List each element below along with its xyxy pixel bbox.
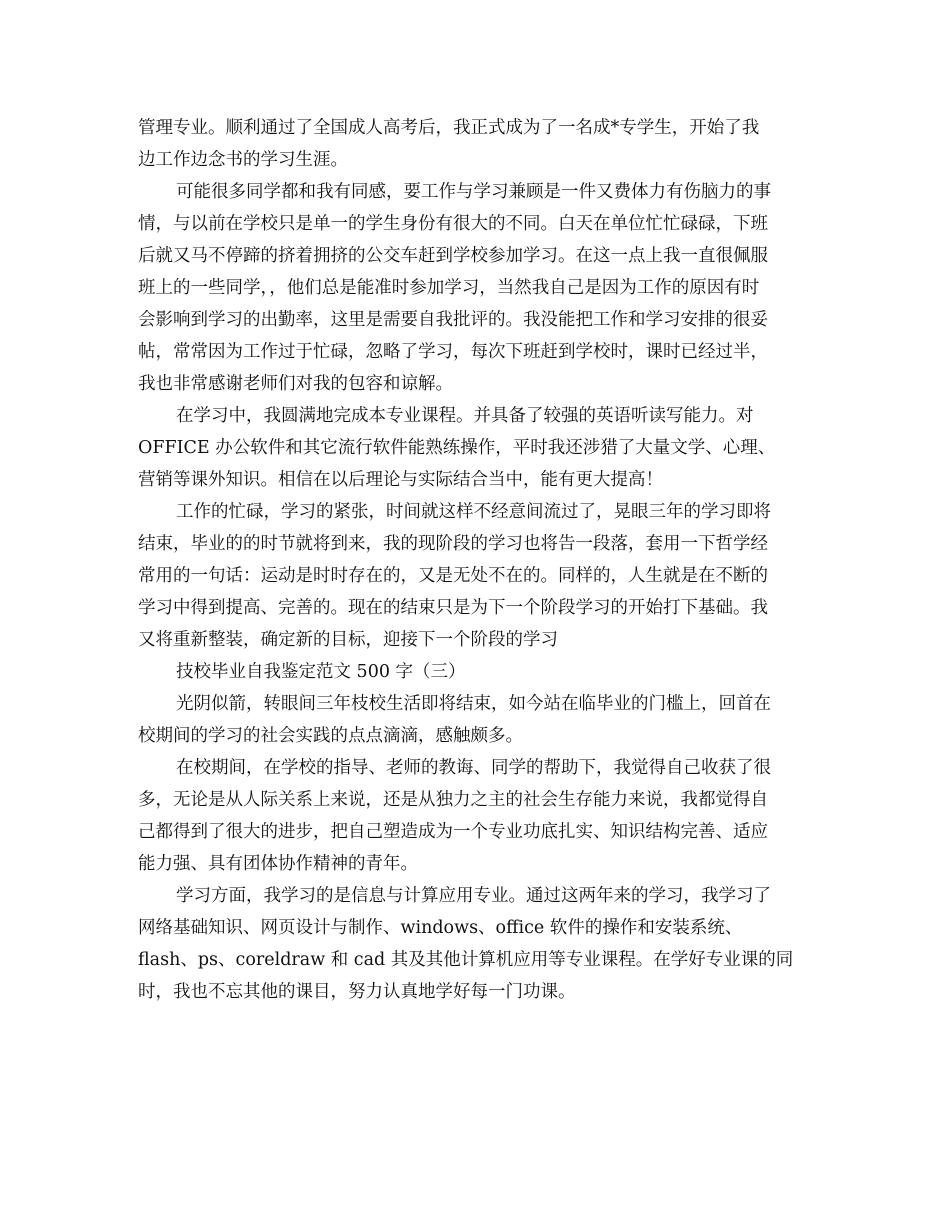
text-line: 结束，毕业的的时节就将到来，我的现阶段的学习也将告一段落，套用一下哲学经 [138,534,768,554]
text-line: 边工作边念书的学习生涯。 [138,150,348,170]
text-line: 情，与以前在学校只是单一的学生身份有很大的不同。白天在单位忙忙碌碌，下班 [138,214,768,234]
text-line: 帖，常常因为工作过于忙碌，忽略了学习，每次下班赶到学校时，课时已经过半， [138,342,768,362]
text-line: 己都得到了很大的进步，把自己塑造成为一个专业功底扎实、知识结构完善、适应 [138,822,768,842]
text-line: 后就又马不停蹄的挤着拥挤的公交车赶到学校参加学习。在这一点上我一直很佩服 [138,246,768,266]
text-line: 校期间的学习的社会实践的点点滴滴，感触颇多。 [138,726,523,746]
text-line: 能力强、具有团体协作精神的青年。 [138,854,418,874]
text-line: 常用的一句话：运动是时时存在的，又是无处不在的。同样的，人生就是在不断的 [138,566,768,586]
text-line: 光阴似箭，转眼间三年枝校生活即将结束，如今站在临毕业的门槛上，回首在 [176,694,771,714]
text-line: 在学习中，我圆满地完成本专业课程。并具备了较强的英语听读写能力。对 [176,406,754,426]
text-line: OFFICE 办公软件和其它流行软件能熟练操作，平时我还涉猎了大量文学、心理、 [138,438,776,458]
text-line: flash、ps、coreldraw 和 cad 其及其他计算机应用等专业课程。在学好专业课的同 [138,950,794,970]
text-line: 会影响到学习的出勤率，这里是需要自我批评的。我没能把工作和学习安排的很妥 [138,310,768,330]
text-line: 可能很多同学都和我有同感，要工作与学习兼顾是一件又费体力有伤脑力的事 [176,182,771,202]
text-line: 我也非常感谢老师们对我的包容和谅解。 [138,374,453,394]
text-line: 管理专业。顺利通过了全国成人高考后，我正式成为了一名成*专学生，开始了我 [138,118,760,138]
text-line: 技校毕业自我鉴定范文 500 字（三） [176,662,466,682]
text-line: 又将重新整装，确定新的目标，迎接下一个阶段的学习 [138,630,558,650]
text-line: 学习方面，我学习的是信息与计算应用专业。通过这两年来的学习，我学习了 [176,886,771,906]
text-line: 工作的忙碌，学习的紧张，时间就这样不经意间流过了，晃眼三年的学习即将 [176,502,771,522]
text-line: 学习中得到提高、完善的。现在的结束只是为下一个阶段学习的开始打下基础。我 [138,598,768,618]
text-line: 时，我也不忘其他的课目，努力认真地学好每一门功课。 [138,982,576,1002]
text-line: 在校期间，在学校的指导、老师的教诲、同学的帮助下，我觉得自己收获了很 [176,758,771,778]
text-line: 班上的一些同学，，他们总是能准时参加学习，当然我自己是因为工作的原因有时 [138,278,760,298]
text-line: 营销等课外知识。相信在以后理论与实际结合当中，能有更大提高！ [138,470,663,490]
document-body [138,112,828,1008]
text-line: 多，无论是从人际关系上来说，还是从独力之主的社会生存能力来说，我都觉得自 [138,790,768,810]
text-line: 网络基础知识、网页设计与制作、windows、office 软件的操作和安装系统、 [138,918,743,938]
